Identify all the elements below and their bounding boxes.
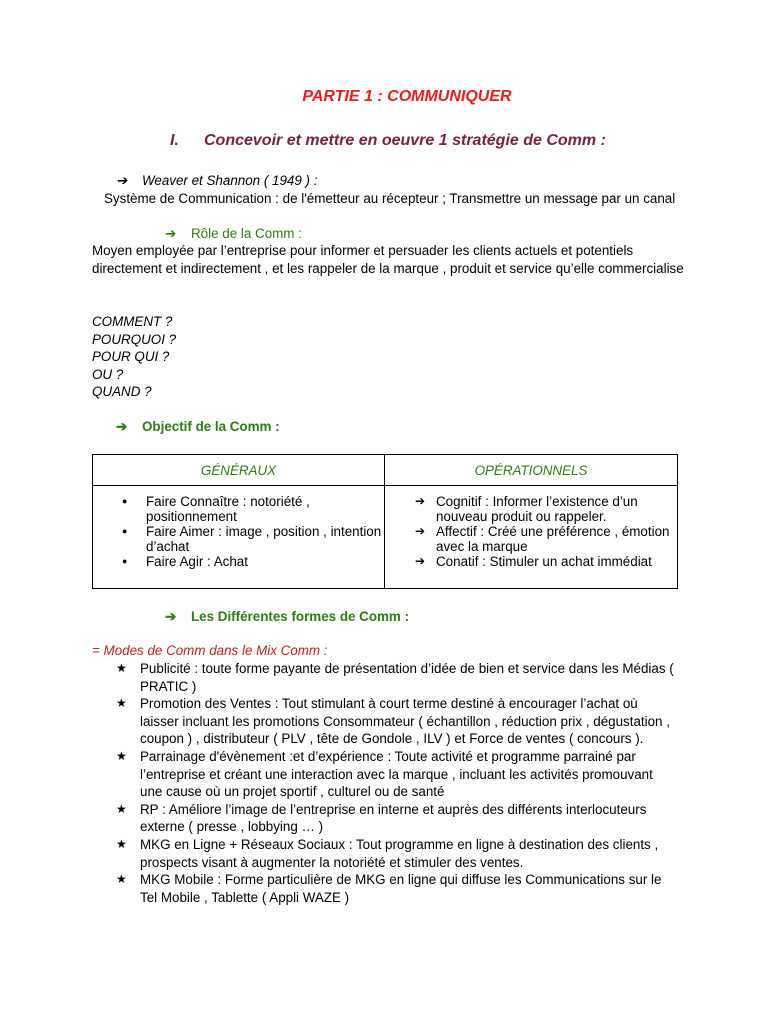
question-item: POURQUOI ? [92,331,177,347]
list-item: ➔ Affectif : Créé une préférence , émotion avec la marque [386,524,676,554]
section-heading-text: Concevoir et mettre en oeuvre 1 stratégie de Comm : [204,132,606,149]
list-item: ★ RP : Améliore l’image de l’entreprise en interne et auprès des différents interlocuteurs externe ( presse , lobbying … ) [116,801,676,836]
objectif-heading [116,418,280,436]
list-item: ● Faire Connaître : notoriété , positionnement [94,494,383,524]
role-text: Moyen employée par l’entreprise pour informer et persuader les clients actuels et potentiels directement et indirectement , et les rappeler de la marque , produit et service qu’elle commercialise [92,243,684,276]
list-item: ★ Parrainage d'évènement :et d’expérience : Toute activité et programme parrainé par l’entreprise et créant une interaction avec la marque , incluant les activités promouvant une cause où un projet sportif , culturel ou de santé [116,748,676,801]
list-item: ★ MKG Mobile : Forme particulière de MKG en ligne qui diffuse les Communications sur le Tel Mobile , Tablette ( Appli WAZE ) [116,871,676,906]
modes-list [116,660,676,906]
weaver-title: Weaver et Shannon ( 1949 ) : [142,173,318,188]
col-operationnels-header: OPÉRATIONNELS [385,455,678,486]
list-item: ★ MKG en Ligne + Réseaux Sociaux : Tout programme en ligne à destination des clients , prospects visant à augmenter la notoriété et stimuler des ventes. [116,836,676,871]
weaver-heading [116,172,317,190]
operationnels-cell [385,486,678,589]
question-item: QUAND ? [92,384,152,400]
weaver-text: Système de Communication : de l'émetteur au récepteur ; Transmettre un message par un canal [104,191,676,206]
generaux-list [94,494,383,569]
arrow-right-icon: ➔ [165,226,177,241]
formes-title: Les Différentes formes de Comm : [191,609,410,624]
list-item: ● Faire Aimer : image , position , intention d’achat [94,524,383,554]
section-heading [170,132,606,150]
arrow-right-icon: ➔ [165,609,177,624]
question-item: POUR QUI ? [92,349,170,365]
question-item: OU ? [92,366,124,382]
list-item: ★ Promotion des Ventes : Tout stimulant à court terme destiné à encourager l’achat où laisser incluant les promotions Consommateur ( échantillon , réduction prix , dégustation , coupon ) , distributeur ( PLV , tête de Gondole , ILV ) et Force de ventes ( concours ). [116,695,676,748]
list-item: ● Faire Agir : Achat [94,554,383,569]
section-number: I. [170,132,179,149]
list-item: ➔ Conatif : Stimuler un achat immédiat [386,554,676,569]
role-title: Rôle de la Comm : [191,226,302,241]
page-title: PARTIE 1 : COMMUNIQUER [302,88,512,105]
table-row [93,486,678,589]
arrow-right-icon: ➔ [116,173,128,188]
arrow-right-icon: ➔ [116,419,128,434]
col-generaux-header: GÉNÉRAUX [93,455,385,486]
table-header-row [93,455,678,486]
role-heading [165,225,302,243]
list-item: ➔ Cognitif : Informer l’existence d’un nouveau produit ou rappeler. [386,494,676,524]
modes-heading: = Modes de Comm dans le Mix Comm : [92,643,328,658]
formes-heading [165,608,409,626]
objectif-title: Objectif de la Comm : [142,419,280,434]
operationnels-list [386,494,676,569]
generaux-cell [93,486,385,589]
questions-list [92,313,176,401]
list-item: ★ Publicité : toute forme payante de présentation d’idée de bien et service dans les Médias ( PRATIC ) [116,660,676,695]
objectif-table [92,454,678,589]
question-item: COMMENT ? [92,314,173,329]
